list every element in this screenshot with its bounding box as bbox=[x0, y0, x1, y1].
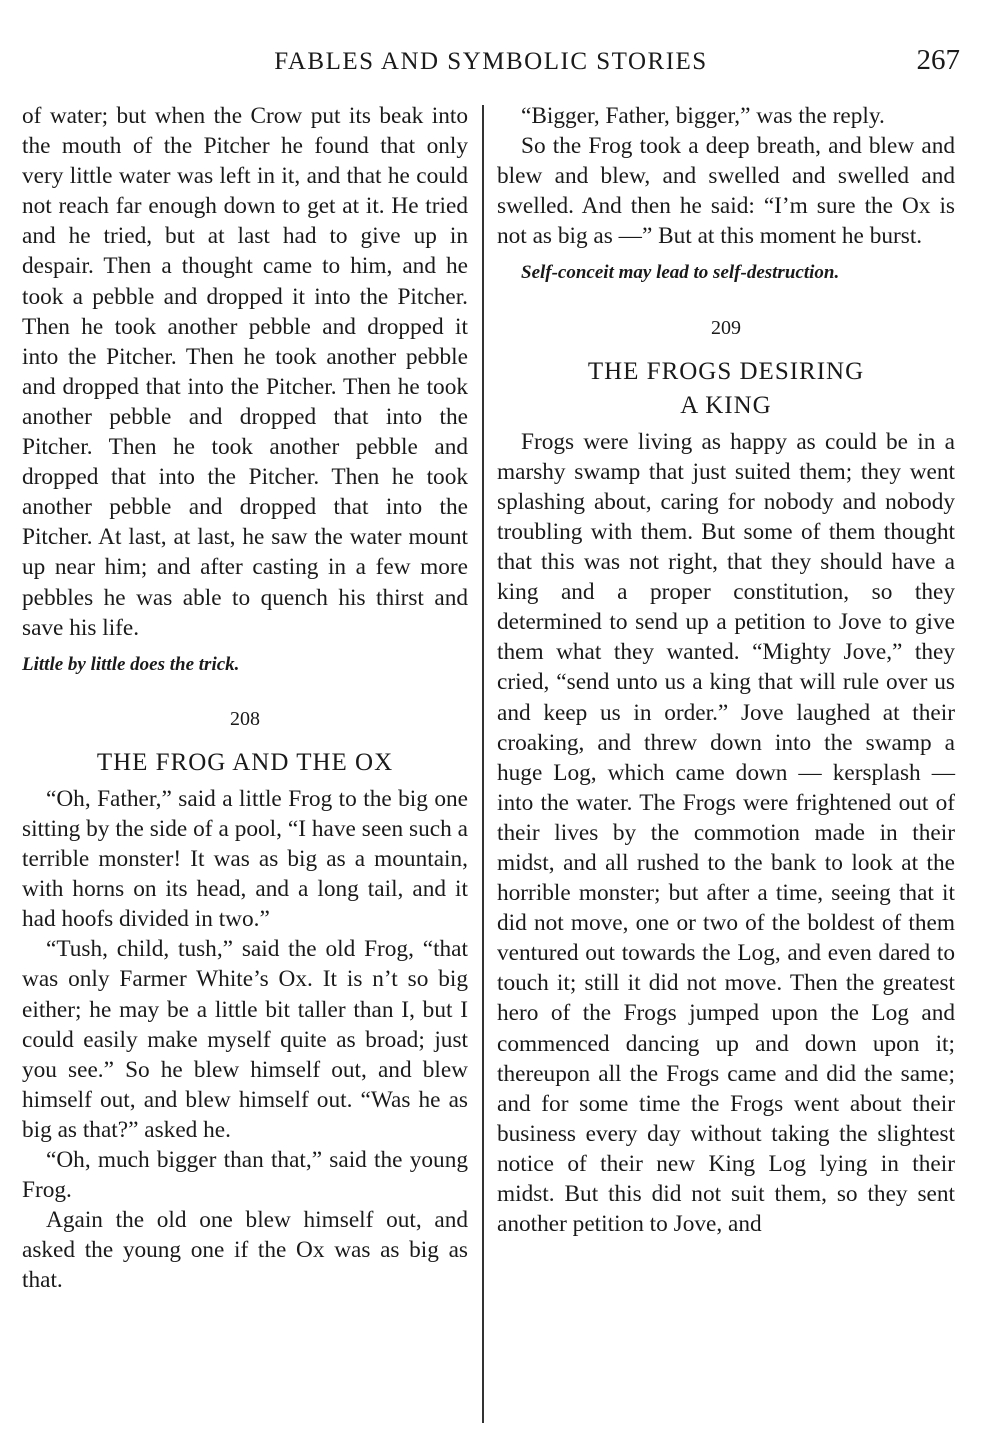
fable-number-208: 208 bbox=[230, 707, 260, 730]
paragraph: So the Frog took a deep breath, and blew and blew and blew, and swelled and swelled and swelled. And then he said: “I’m sure the Ox is not as big as —” But at this moment he burst. bbox=[497, 133, 955, 250]
moral-207: Little by little does the trick. bbox=[22, 653, 240, 675]
moral-208: Self-conceit may lead to self-destruction. bbox=[521, 262, 840, 284]
paragraph: “Tush, child, tush,” said the old Frog, “that was only Farmer White’s Ox. It is n’t so big either; he may be a little bit taller than I, but I could easily make myself quite as broad; just you see.” So he blew himself out, and blew himself out, and blew himself out. “Was he as big as that?” asked he. bbox=[22, 936, 468, 1143]
fable-title-208: THE FROG AND THE OX bbox=[96, 748, 394, 776]
paragraph: “Oh, Father,” said a little Frog to the big one sitting by the side of a pool, “I have seen such a terrible monster! It was as big as a mountain, with horns on its head, and a long tail, and it had hoofs divided in two.” bbox=[22, 785, 468, 933]
page-number: 267 bbox=[916, 44, 960, 76]
frogs-king-body: Frogs were living as happy as could be in a marshy swamp that just suited them; they went splashing about, caring for nobody and nobody troubling with them. But some of them thought that this was not right, that they should have a king and a proper constitution, so they determined to send up a petition to Jove to give them what they wanted. “Mighty Jove,” they cried, “send unto us a king that will rule over us and keep us in order.” Jove laughed at their croaking, and threw down into the swamp a huge Log, which came down — kersplash — into the water. The Frogs were frightened out of their lives by the commotion made in their midst, and all rushed to the bank to look at the horrible monster; but after a time, seeing that it did not move, one or two of the boldest of them ventured out towards the Log, and even dared to touch it; still it did not move. Then the greatest hero of the Frogs jumped upon the Log and commenced dancing up and down upon it; thereupon all the Frogs came and did the same; and for some time the Frogs went about their business every day without taking the slightest notice of their new King Log lying in their midst. But this did not suit them, so they sent another petition to Jove, and bbox=[497, 428, 955, 1238]
running-title: FABLES AND SYMBOLIC STORIES bbox=[274, 48, 708, 75]
fable-title-209 bbox=[497, 355, 955, 423]
running-head bbox=[22, 44, 960, 84]
column-divider bbox=[482, 105, 484, 1423]
right-column bbox=[497, 101, 955, 1239]
crow-pitcher-continuation: of water; but when the Crow put its beak into the mouth of the Pitcher he found that only very little water was left in it, and that he could not reach far enough down to get at it. He tried and he tried, but at last had to give up in despair. Then a thought came to him, and he took a pebble and dropped it into the Pitcher. Then he took another pebble and dropped it into the Pitcher. Then he took another pebble and dropped that into the Pitcher. Then he took another pebble and dropped that into the Pitcher. Then he took another pebble and dropped that into the Pitcher. Then he took another pebble and dropped that into the Pitcher. At last, at last, he saw the water mount up near him; and after casting in a few more pebbles he was able to quench his thirst and save his life. bbox=[22, 103, 468, 641]
paragraph: “Oh, much bigger than that,” said the young Frog. bbox=[22, 1147, 468, 1204]
fable-number-209: 209 bbox=[711, 316, 741, 339]
fable-title-209-line2: A KING bbox=[680, 391, 772, 419]
paragraph: “Bigger, Father, bigger,” was the reply. bbox=[521, 103, 885, 129]
fable-title-209-line1: THE FROGS DESIRING bbox=[587, 357, 865, 385]
paragraph: Again the old one blew himself out, and asked the young one if the Ox was as big as that. bbox=[22, 1207, 468, 1294]
left-column bbox=[22, 101, 468, 1295]
